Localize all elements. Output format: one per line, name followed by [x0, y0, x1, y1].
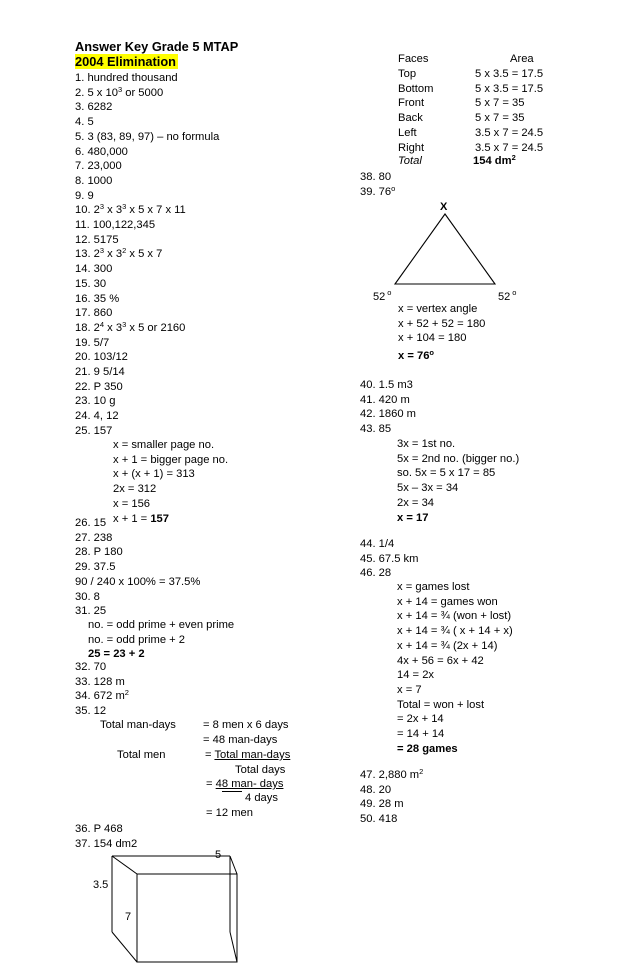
working-line: $x = 76^o$: [398, 348, 435, 363]
working-line: x + 104 = 180: [398, 332, 467, 345]
answer-item: 90 / 240 x 100% = 37.5%: [75, 575, 201, 588]
answer-item: 36. P 468: [75, 823, 123, 835]
answer-item: 45. 67.5 km: [360, 552, 419, 565]
table-cell-face: Left: [398, 126, 417, 139]
answer-item: 7. 23,000: [75, 160, 122, 173]
page-title: Answer Key Grade 5 MTAP: [75, 39, 239, 54]
working-line: no. = odd prime + 2: [88, 633, 186, 646]
q35-line3: = Total man-days: [205, 749, 291, 761]
answer-item: 29. 37.5: [75, 561, 116, 574]
q35-line3a: Total men: [117, 749, 166, 761]
answer-item: 46. 28: [360, 567, 392, 580]
answer-item: 13. $2^3$ x $3^2$ x 5 x 7: [75, 246, 163, 261]
answer-item: 50. 418: [360, 813, 398, 826]
triangle-apex-label: X: [440, 201, 448, 213]
answer-item: 6. 480,000: [75, 145, 128, 158]
working-line: 5x – 3x = 34: [397, 482, 459, 495]
answer-item: 41. 420 m: [360, 393, 410, 406]
answer-item: 3. 6282: [75, 101, 113, 114]
answer-item: 33. 128 m: [75, 675, 125, 688]
table-cell-area: 3.5 x 7 = 24.5: [475, 126, 544, 139]
answer-item: 4. 5: [75, 116, 94, 129]
table-cell-face: Front: [398, 97, 425, 110]
working-line: 4x + 56 = 6x + 42: [397, 654, 484, 667]
prism-bottom-right-edge: [230, 932, 237, 962]
answer-item: 25. 157: [75, 424, 113, 437]
answer-item: 38. 80: [360, 171, 392, 183]
answer-item: 16. 35 %: [75, 292, 120, 305]
answer-item: 30. 8: [75, 590, 100, 603]
table-cell-face: Top: [398, 68, 417, 80]
q35-line4: Total days: [235, 764, 286, 776]
table-total-value: 154 $dm^2$: [473, 153, 516, 167]
working-line: x = 17: [397, 511, 429, 524]
box-label-top: 5: [215, 849, 222, 861]
working-line: x = smaller page no.: [113, 439, 215, 451]
answer-item: 24. 4, 12: [75, 410, 119, 423]
answer-item: 35. 12: [75, 705, 107, 718]
fraction-bar: [222, 791, 242, 792]
working-line: x = 7: [397, 683, 422, 696]
answer-item: 23. 10 g: [75, 395, 116, 408]
working-line: so. 5x = 5 x 17 = 85: [397, 467, 496, 480]
answer-item: 21. 9 5/14: [75, 366, 125, 378]
working-line: x + 14 = ¾ (won + lost): [397, 610, 512, 623]
answer-item: 8. 1000: [75, 174, 113, 187]
working-line: 2x = 312: [113, 483, 157, 496]
box-label-front: 7: [125, 911, 132, 923]
working-line: x + 1 = 157: [113, 512, 169, 525]
answer-item: 42. 1860 m: [360, 408, 416, 421]
answer-item: 5. 3 (83, 89, 97) – no formula: [75, 130, 220, 143]
isosceles-triangle-diagram: [370, 196, 540, 306]
answer-item: 37. 154 dm2: [75, 837, 138, 850]
working-line: 5x = 2nd no. (bigger no.): [397, 452, 520, 465]
answer-item: 10. $2^3$ x $3^3$ x 5 x 7 x 11: [75, 202, 186, 217]
answer-item: 27. 238: [75, 531, 113, 544]
prism-top-left-edge: [112, 856, 137, 874]
working-line: x + (x + 1) = 313: [113, 468, 195, 481]
answer-item: 19. 5/7: [75, 336, 110, 349]
working-line: no. = odd prime + even prime: [88, 619, 235, 631]
q35-line1a: Total man-days: [100, 719, 176, 731]
working-line: x + 14 = games won: [397, 595, 498, 608]
q35-line7: = 12 men: [206, 807, 253, 819]
working-line: 25 = 23 + 2: [88, 648, 145, 661]
working-line: x = 156: [113, 497, 151, 510]
answer-item: 11. 100,122,345: [75, 219, 156, 231]
working-line: 2x = 34: [397, 496, 435, 509]
answer-item: 1. hundred thousand: [75, 72, 178, 84]
table-cell-face: Bottom: [398, 82, 434, 95]
q35-line6: 4 days: [245, 792, 278, 804]
answer-item: 40. 1.5 m3: [360, 379, 413, 391]
triangle-left-angle: 52 $^o$: [373, 288, 392, 303]
answer-item: 12. 5175: [75, 233, 119, 246]
working-line: x + 52 + 52 = 180: [398, 317, 486, 330]
q35-line2: = 48 man-days: [203, 734, 278, 746]
table-cell-area: 3.5 x 7 = 24.5: [475, 141, 544, 154]
working-line: = 14 + 14: [397, 728, 445, 740]
table-header-area: Area: [510, 53, 534, 65]
answer-item: 47. 2,880 $m^2$: [360, 767, 424, 781]
working-line: = 2x + 14: [397, 713, 444, 726]
working-line: x + 14 = ¾ (2x + 14): [397, 639, 498, 652]
page-subtitle: 2004 Elimination: [75, 54, 176, 69]
working-line: x = games lost: [397, 581, 470, 593]
table-total-label: Total: [398, 155, 422, 167]
answer-item: 44. 1/4: [360, 538, 395, 550]
working-line: x = vertex angle: [398, 303, 478, 315]
answer-item: 2. 5 x $10^3$ or 5000: [75, 84, 164, 99]
answer-item: 26. 15: [75, 517, 107, 529]
answer-item: 49. 28 m: [360, 798, 404, 811]
working-line: = 28 games: [397, 742, 458, 755]
rectangular-prism-diagram: [85, 840, 245, 970]
working-line: x + 14 = ¾ ( x + 14 + x): [397, 625, 513, 638]
answer-item: 39. 76$^o$: [360, 183, 396, 198]
table-cell-area: 5 x 7 = 35: [475, 97, 525, 110]
prism-top-right-edge: [230, 856, 237, 874]
working-line: Total = won + lost: [397, 698, 485, 711]
prism-front-face: [137, 874, 237, 962]
table-cell-area: 5 x 3.5 = 17.5: [475, 82, 544, 95]
table-cell-area: 5 x 3.5 = 17.5: [475, 68, 544, 80]
triangle-shape: [395, 214, 495, 284]
table-header-faces: Faces: [398, 53, 429, 65]
table-cell-face: Back: [398, 112, 423, 125]
answer-item: 17. 860: [75, 307, 113, 320]
answer-item: 20. 103/12: [75, 351, 128, 364]
working-line: 14 = 2x: [397, 669, 435, 682]
answer-item: 34. 672 $m^2$: [75, 688, 129, 703]
answer-item: 22. P 350: [75, 380, 123, 393]
prism-bottom-left-edge: [112, 932, 137, 962]
table-cell-area: 5 x 7 = 35: [475, 112, 525, 125]
box-label-side: 3.5: [93, 879, 109, 891]
answer-item: 15. 30: [75, 277, 107, 290]
answer-item: 9. 9: [75, 189, 94, 202]
answer-item: 14. 300: [75, 263, 113, 276]
answer-item: 28. P 180: [75, 546, 123, 559]
working-line: 3x = 1st no.: [397, 438, 456, 450]
q35-line5: = 48 man- days: [206, 778, 284, 790]
working-line: x + 1 = bigger page no.: [113, 453, 229, 466]
answer-item: 43. 85: [360, 423, 392, 436]
answer-item: 18. $2^4$ x $3^3$ x 5 or 2160: [75, 319, 186, 334]
answer-item: 48. 20: [360, 783, 392, 796]
triangle-right-angle: 52 $^o$: [498, 288, 517, 303]
answer-item: 31. 25: [75, 605, 107, 618]
table-cell-face: Right: [398, 141, 425, 154]
q35-line1b: = 8 men x 6 days: [203, 719, 289, 731]
answer-item: 32. 70: [75, 661, 107, 673]
